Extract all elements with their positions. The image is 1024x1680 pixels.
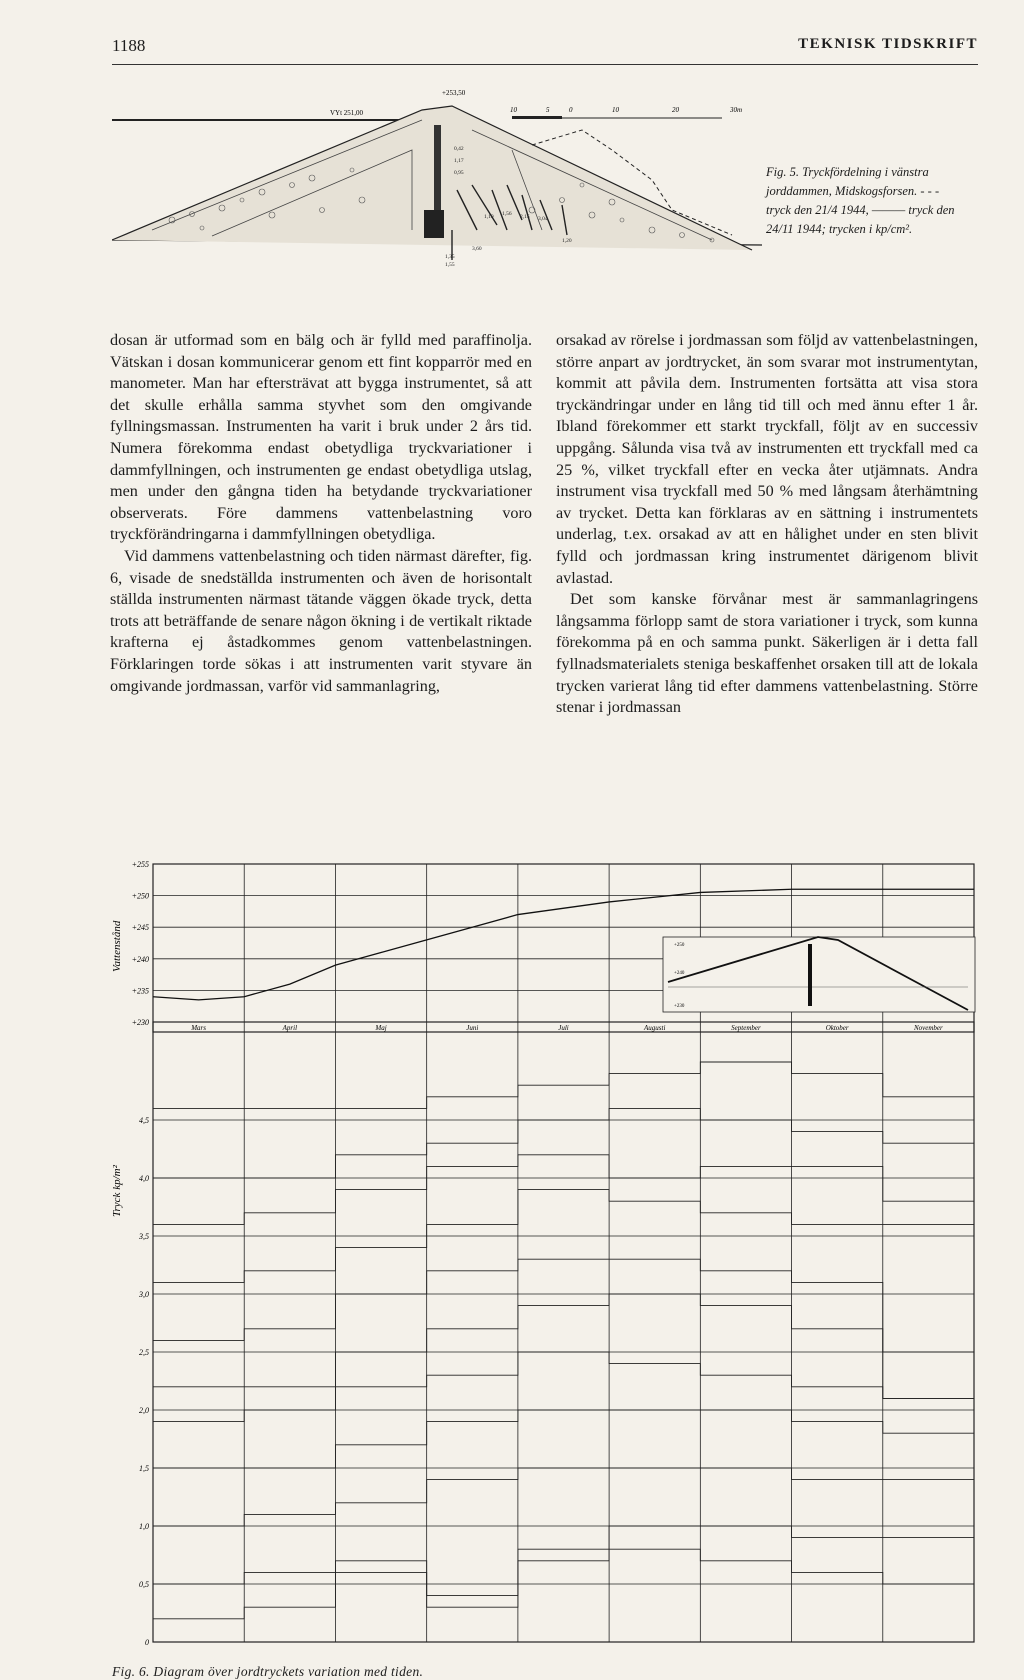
scale-tick: 0 <box>569 106 573 114</box>
pressure-reading: 1,56 <box>502 211 512 217</box>
figure-5-caption <box>766 163 966 239</box>
figure-5-caption-prefix: Fig. 5. <box>766 165 799 179</box>
text-column-left <box>110 330 532 697</box>
pressure-series-line <box>153 1294 974 1387</box>
scale-tick: 30m <box>730 106 743 114</box>
pressure-tick-label: 3,0 <box>139 1290 149 1299</box>
month-label: Juli <box>558 1024 569 1032</box>
month-label: Juni <box>466 1024 479 1032</box>
pressure-reading: 1,19 <box>484 214 494 220</box>
month-label: Oktober <box>825 1024 849 1032</box>
pressure-reading: 3,60 <box>472 246 482 252</box>
pressure-tick-label: 4,5 <box>139 1116 149 1125</box>
pressure-reading: 1,20 <box>562 238 572 244</box>
pressure-tick-label: 4,0 <box>139 1174 149 1183</box>
pressure-series-line <box>153 1410 974 1468</box>
month-label: Maj <box>375 1024 387 1032</box>
level-tick-label: +240 <box>131 954 149 964</box>
scale-tick: 5 <box>546 106 550 114</box>
level-tick-label: +250 <box>131 891 149 901</box>
inset-dam-sketch <box>663 937 975 1012</box>
pressure-reading: 3,04 <box>538 216 548 222</box>
month-label: Augusti <box>644 1024 666 1032</box>
pressure-tick-label: 3,5 <box>139 1232 149 1241</box>
figure-5-caption-text: Tryckfördelning i vänstra jorddammen, Midskogsforsen. <box>766 165 929 198</box>
figure-5-caption-solid: tryck den 24/11 1944; trycken i kp/cm². <box>766 203 955 236</box>
inset-label: +250 <box>674 943 685 948</box>
pressure-reading: 1,55 <box>445 262 455 268</box>
crest-label: +253,50 <box>442 90 466 97</box>
pressure-tick-label: 2,5 <box>139 1348 149 1357</box>
page-number: 1188 <box>112 36 146 55</box>
header-rule <box>112 64 978 65</box>
lower-axis-label: Tryck kp/m² <box>111 1165 123 1217</box>
text-column-right <box>556 330 978 719</box>
pressure-tick-label: 0 <box>145 1638 149 1647</box>
scale-tick: 10 <box>612 106 619 114</box>
inset-label: +230 <box>674 1004 685 1009</box>
month-label: November <box>913 1024 943 1032</box>
pressure-tick-label: 2,0 <box>139 1406 149 1415</box>
paragraph: Det som kanske förvånar mest är sammanlagringens långsamma förlopp samt de stora variationer i tryck, som kunna förekomma på en och samma punkt. Säkerligen är i detta fall fyllnadsmaterialets steniga beskaffenhet orsaken till att de lokala trycken varierat lång tid efter dammens vattenbelastning. Större stenar i jordmassan <box>556 590 978 717</box>
level-tick-label: +255 <box>131 860 149 869</box>
pressure-series-line <box>153 1062 974 1108</box>
paragraph: Vid dammens vattenbelastning och tiden närmast därefter, fig. 6, visade de snedställda instrumenten och även de horisontalt ställda instrumenten närmast tätande väggen ökade tryck, detta trots att beträffande de senare någon ökning i de vertikalt riktade krafterna ej åstadkommes genom vattenbelastningen. Förklaringen torde sökas i att instrumenten varit styvare än omgivande jordmassan, varför vid sammanlagring, <box>110 546 532 695</box>
scale-tick: 20 <box>672 106 679 114</box>
pressure-reading: 0,42 <box>454 146 464 152</box>
pressure-series-line <box>153 1259 974 1410</box>
page-header <box>112 36 978 60</box>
level-tick-label: +245 <box>131 923 149 933</box>
dashed-line-symbol: - - - <box>920 184 940 198</box>
journal-title: TEKNISK TIDSKRIFT <box>798 36 978 52</box>
month-label: September <box>731 1024 761 1032</box>
pressure-series-line <box>153 1108 974 1178</box>
paragraph: dosan är utformad som en bälg och är fylld med paraffinolja. Vätskan i dosan kommunicerar genom ett fint kopparrör med en manometer. Man har eftersträvat att bygga instrumentet, så att det skulle erhålla samma styvhet som den omgivande fyllningsmassan. Instrumenten ha varit i bruk under 2 års tid. Numera förekomma endast obetydliga tryckvariationer i dammfyllningen, och instrumenten ge endast obetydliga utslag, men under den gångna tiden ha betydande tryckvariationer observerats. Före dammens vattenbelastning voro tryckförändringarna i dammfyllningen obetydliga. <box>110 331 532 544</box>
figure-6-caption-prefix: Fig. 6. <box>112 1664 150 1679</box>
pressure-series-line <box>153 1468 974 1526</box>
paragraph: orsakad av rörelse i jordmassan som följd av vattenbelastningen, större anpart av jordtrycket, än som svarar mot instrumentytan, kommit att påvila dem. Instrumenten fortsätta att visa stora tryckändringar under en lång tid till och med ännu efter 1 år. Ibland förekommer ett starkt tryckfall, följt av en successiv uppgång. Sålunda visa två av instrumenten ett tryckfall med ca 25 %, vilket tryckfall efter en vecka åter utjämnats. Andra instrument visa tryckfall med 50 % med långsam återhämtning av trycket. Detta kan förklaras av en sättning i instrumentets underlag, t.ex. orsakad av att en hålighet under en sten blivit fylld och jordmassan kring instrumentet därigenom blivit avlastad. <box>556 331 978 587</box>
pressure-reading: 1,17 <box>454 158 464 164</box>
level-tick-label: +230 <box>131 1018 149 1027</box>
pressure-tick-label: 0,5 <box>139 1580 149 1589</box>
pressure-reading: 0,95 <box>454 170 464 176</box>
figure-6-pressure-diagram <box>108 852 984 1660</box>
pressure-reading: 1,35 <box>445 254 455 260</box>
upper-axis-label: Vattenstånd <box>111 920 123 972</box>
figure-5-dam-section <box>112 90 762 280</box>
pressure-reading: 2,15 <box>520 214 530 220</box>
scale-tick: 10 <box>510 106 517 114</box>
month-label: April <box>282 1024 298 1032</box>
pressure-tick-label: 1,0 <box>139 1522 149 1531</box>
level-tick-label: +235 <box>131 986 149 996</box>
figure-5-caption-dashed: tryck den 21/4 1944, <box>766 203 869 217</box>
figure-6-caption <box>112 1664 423 1680</box>
solid-line-symbol: ——— <box>871 203 906 217</box>
figure-6-caption-text: Diagram över jordtryckets variation med tiden. <box>153 1664 424 1679</box>
water-level-label: VYt 251,00 <box>330 109 364 117</box>
inset-label: +240 <box>674 971 685 976</box>
month-label: Mars <box>191 1024 207 1032</box>
pressure-tick-label: 1,5 <box>139 1464 149 1473</box>
